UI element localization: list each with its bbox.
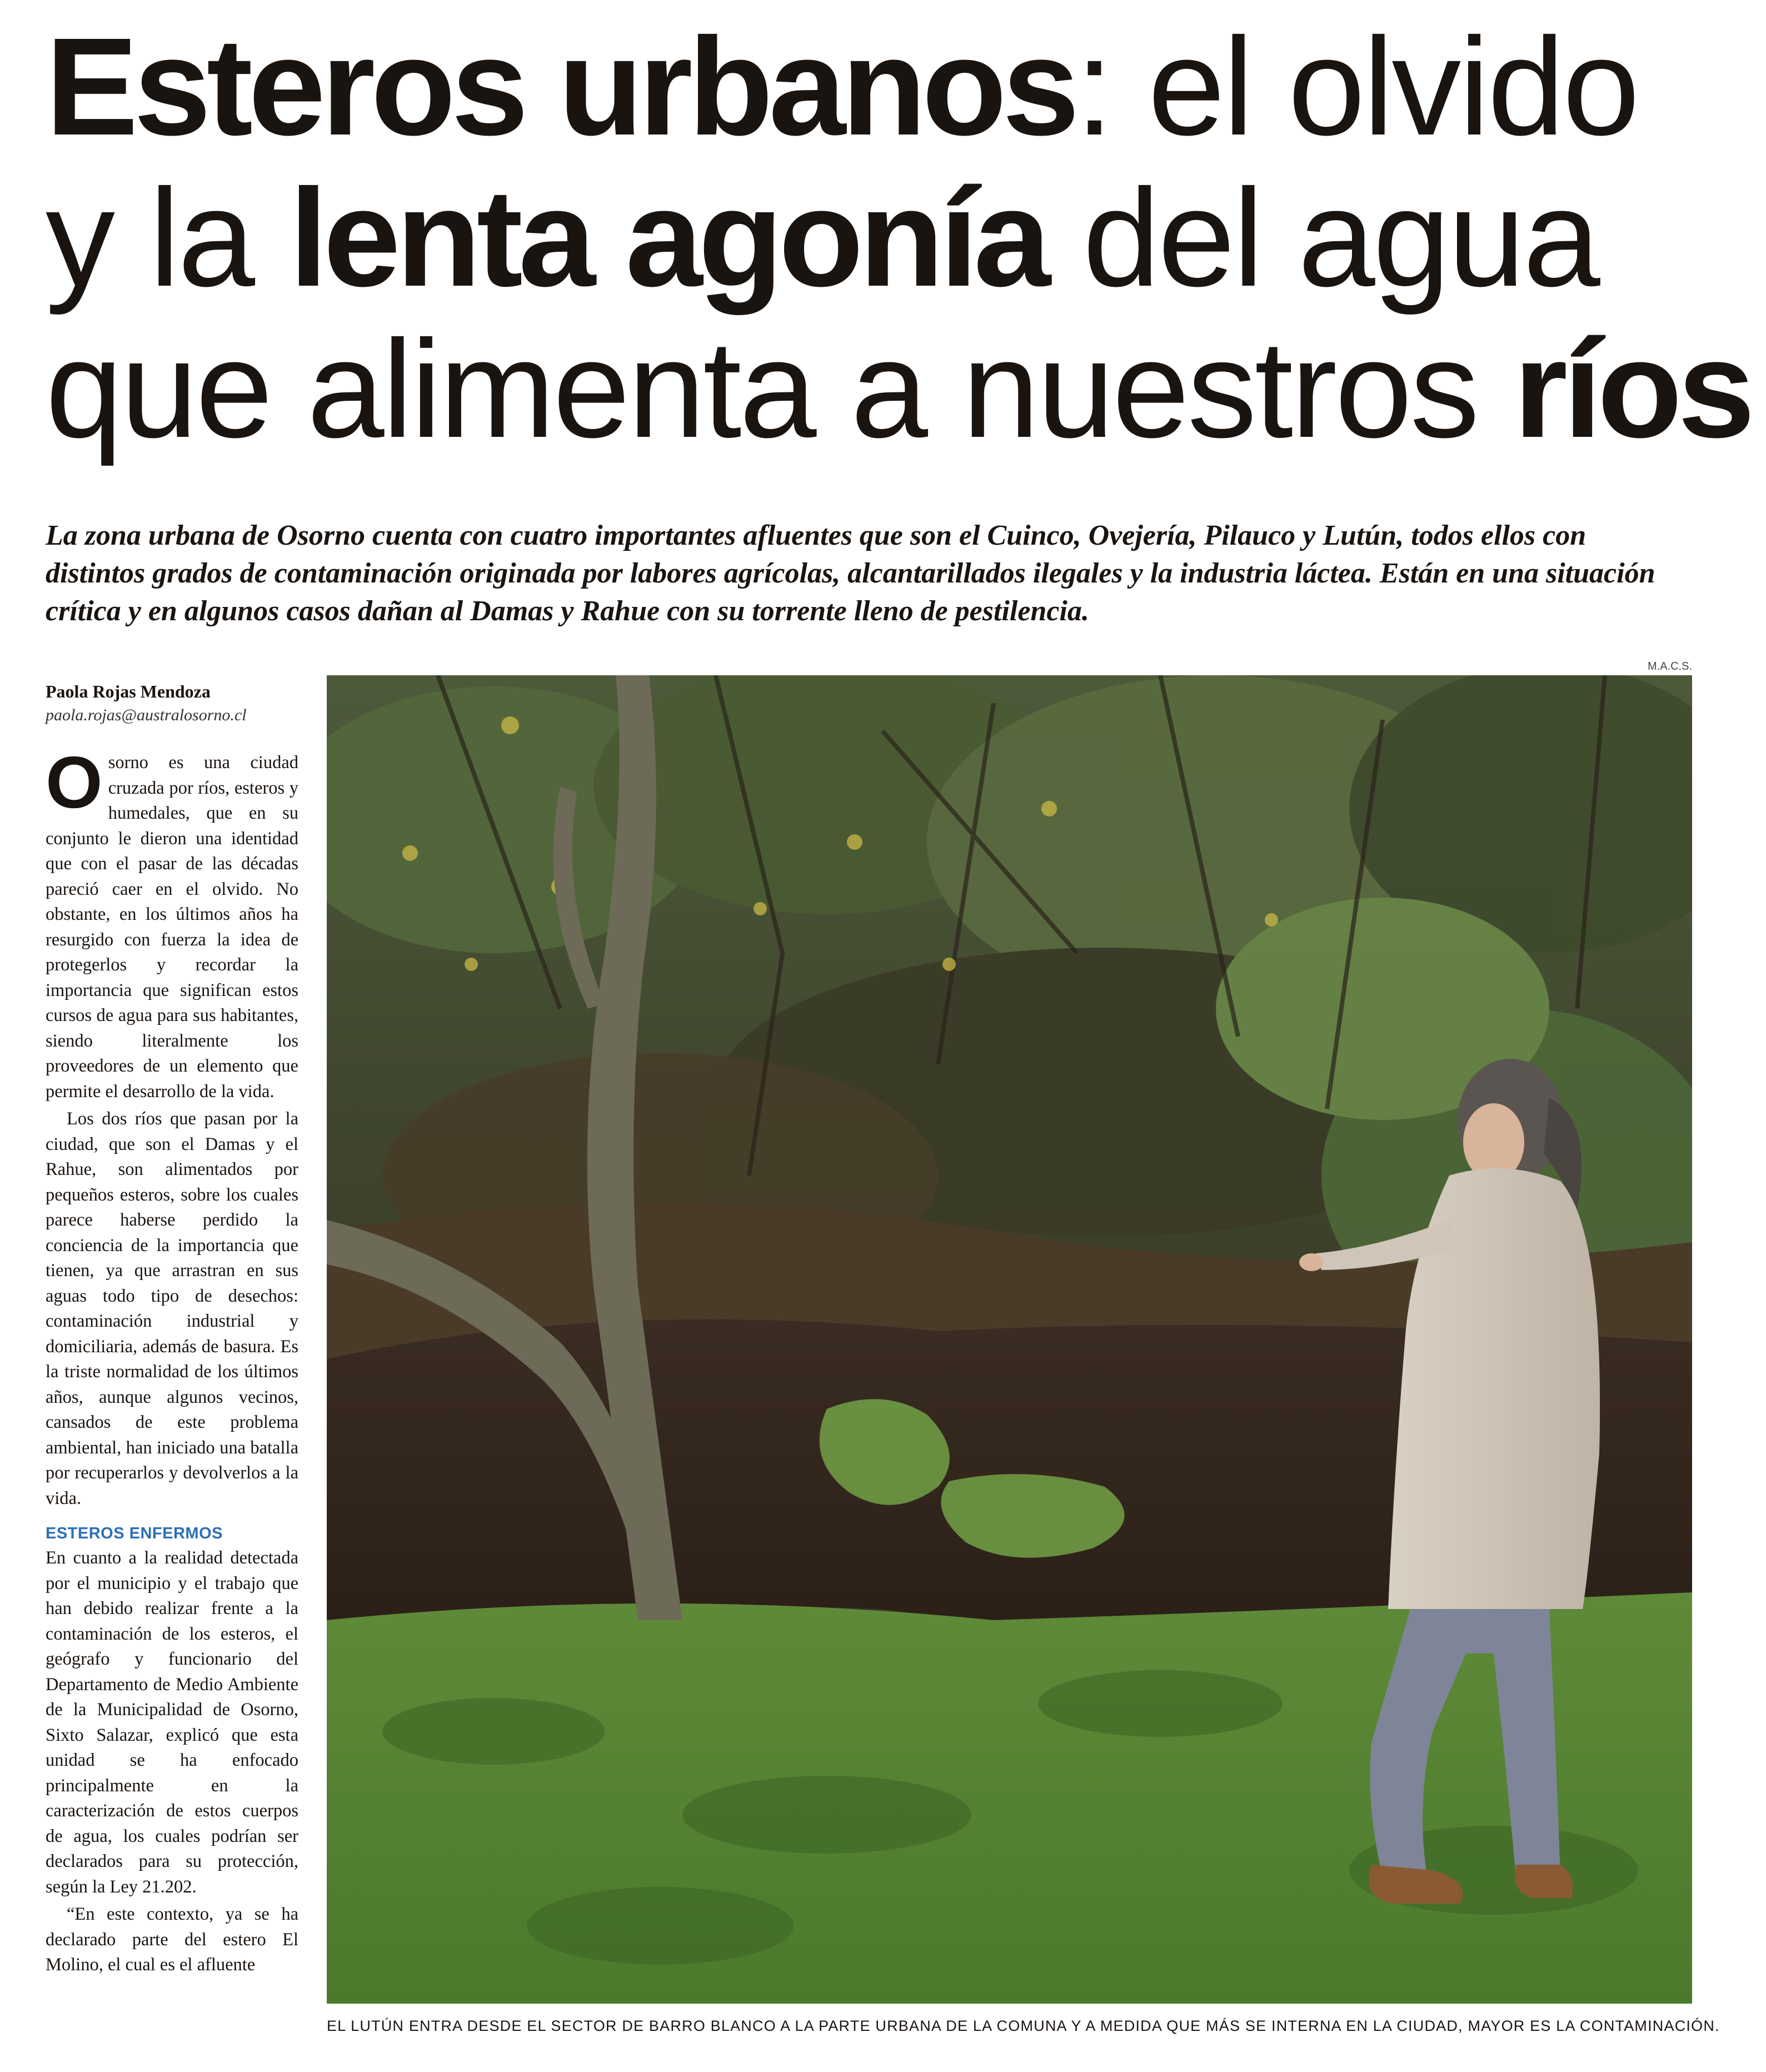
stream-scene-illustration (327, 675, 1692, 2004)
body-paragraph-1-text: sorno es una ciudad cruzada por ríos, esteros y humedales, que en su conjunto le dieron una identidad que con el pasar de las décadas pareció caer en el olvido. No obstante, en los últimos años ha resurgido con fuerza la idea de protegerlos y recordar la importancia que significan estos cursos de agua para sus habitantes, siendo literalmente los proveedores de un elemento que permite el desarrollo de la vida. (46, 753, 298, 1102)
byline (46, 679, 307, 727)
headline-line-3 (46, 311, 1751, 466)
headline-line-2 (46, 162, 1735, 313)
photo-caption: EL LUTÚN ENTRA DESDE EL SECTOR DE BARRO BLANCO A LA PARTE URBANA DE LA COMUNA Y A MEDIDA QUE MÁS SE INTERNA EN LA CIUDAD, MAYOR ES LA CONTAMINACIÓN. (327, 2018, 1720, 2034)
photo-credit: M.A.C.S. (1647, 660, 1692, 673)
headline-start-3: que alimenta a nuestros (46, 311, 1514, 466)
headline-line-1 (46, 11, 1735, 162)
headline (46, 9, 1751, 466)
headline-bold-3: ríos (1513, 311, 1751, 466)
headline-rest-1: : el olvido (1075, 9, 1638, 164)
headline-start-2: y la (46, 160, 290, 315)
body-paragraph-1 (46, 750, 298, 1104)
headline-rest-2: del agua (1046, 160, 1598, 315)
author-email[interactable]: paola.rojas@australosorno.cl (46, 706, 247, 724)
body-paragraph-2: Los dos ríos que pasan por la ciudad, que son el Damas y el Rahue, son alimentados por pequeños esteros, sobre los cuales parece haberse perdido la conciencia de la importancia que tienen, ya que arrastran en sus aguas todo tipo de desechos: contaminación industrial y domiciliaria, además de basura. Es la triste normalidad de los últimos años, aunque algunos vecinos, cansados de este problema ambiental, han iniciado una batalla por recuperarlos y devolverlos a la vida. (46, 1109, 298, 1508)
section-subhead: ESTEROS ENFERMOS (46, 1525, 223, 1542)
article-body (46, 750, 298, 2051)
author-name: Paola Rojas Mendoza (46, 681, 211, 701)
article-deck: La zona urbana de Osorno cuenta con cuatro importantes afluentes que son el Cuinco, Ovejería, Pilauco y Lutún, todos ellos con distintos grados de contaminación originada por labores agrícolas, alcantarillados ilegales y la industria láctea. Están en una situación crítica y en algunos casos dañan al Damas y Rahue con su torrente lleno de pestilencia. (46, 520, 1655, 627)
drop-cap: O (46, 750, 103, 823)
headline-bold-1: Esteros urbanos (46, 9, 1075, 164)
body-paragraph-3: En cuanto a la realidad detectada por el municipio y el trabajo que han debido realizar frente a la contaminación de los esteros, el geógrafo y funcionario del Departamento de Medio Ambiente de la Municipalidad de Osorno, Sixto Salazar, explicó que esta unidad se ha enfocado principalmente en la caracterización de estos cuerpos de agua, los cuales podrían ser declarados para su protección, según la Ley 21.202. (46, 1548, 298, 1897)
body-paragraph-4: “En este contexto, ya se ha declarado parte del estero El Molino, el cual es el afluente (46, 1904, 298, 1975)
headline-bold-2: lenta agonía (289, 160, 1047, 315)
article-photo (327, 675, 1692, 2004)
